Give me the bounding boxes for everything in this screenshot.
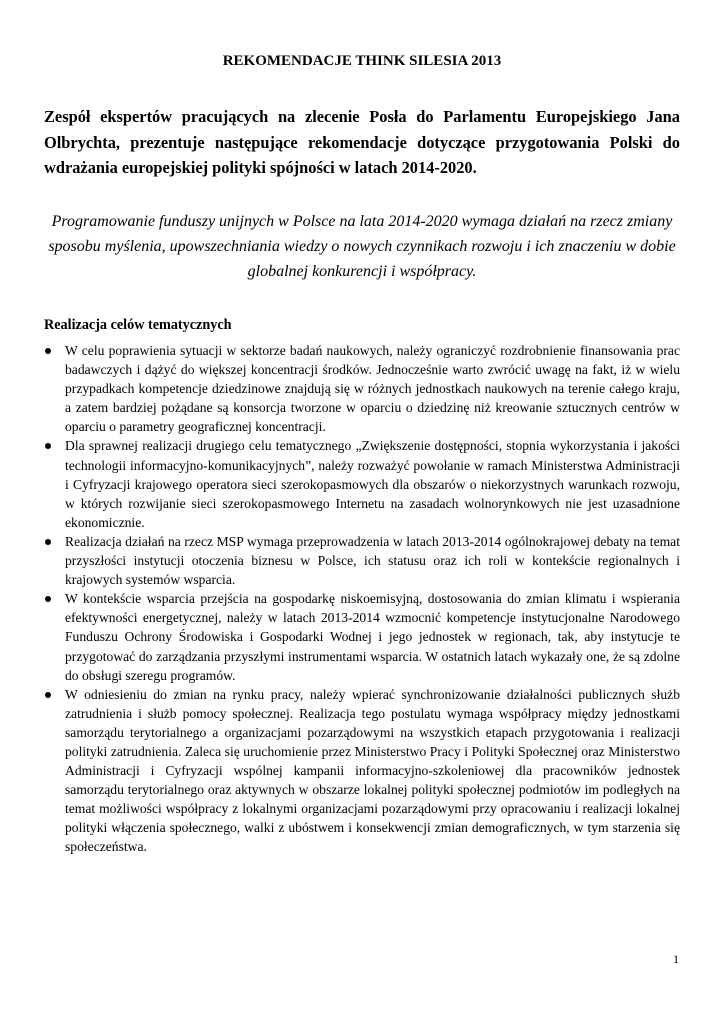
bullet-icon [45,348,51,354]
page-number: 1 [673,952,679,966]
intro-paragraph: Zespół ekspertów pracujących na zlecenie Posła do Parlamentu Europejskiego Jana Olbrychta, prezentuje następujące rekomendacje dotyczące przygotowania Polski do wdrażania europejskiej polityki spójności w latach 2014-2020. [44,107,680,177]
list-item-text: W odniesieniu do zmian na rynku pracy, należy wpierać synchronizowanie działalności publicznych służb zatrudnienia i służb pomocy społecznej. Realizacja tego postulatu wymaga współpracy między jednostkami samorządu terytorialnego a organizacjami pozarządowymi na wszystkich etapach przygotowania i realizacji polityki zatrudnienia. Zaleca się uruchomienie przez Ministerstwo Pracy i Polityki Społecznej oraz Ministerstwo Administracji i Cyfryzacji wspólnej kampanii informacyjno-szkoleniowej dla pracowników jednostek samorządu terytorialnego oraz aktywnych w obszarze lokalnej polityki społecznej podmiotów im podległych na temat możliwości współpracy z lokalnymi organizacjami pozarządowymi przy opracowaniu i realizacji lokalnej polityki włączenia społecznego, walki z ubóstwem i konsekwencji zmian demograficznych, w tym starzenia się społeczeństwa. [65,686,680,855]
section-heading: Realizacja celów tematycznych [44,317,232,333]
bullet-icon [45,692,51,698]
list-item [44,436,680,531]
list-item-text: Realizacja działań na rzecz MSP wymaga przeprowadzenia w latach 2013-2014 ogólnokrajowej debaty na temat przyszłości instytucji otoczenia biznesu w Polsce, ich statusu oraz ich roli w kontekście regionalnych i krajowych systemów wsparcia. [65,533,680,588]
recommendations-list [44,341,680,857]
document-title: REKOMENDACJE THINK SILESIA 2013 [222,53,502,69]
list-item-text: Dla sprawnej realizacji drugiego celu tematycznego „Zwiększenie dostępności, stopnia wykorzystania i jakości technologii informacyjno-komunikacyjnych”, należy rozważyć powołanie w ramach Ministerstwa Administracji i Cyfryzacji krajowego operatora sieci szerokopasmowych dla obszarów o niekorzystnych warunkach rozwoju, w których rozwijanie sieci szerokopasmowego Internetu na zasadach wolnorynkowych nie jest uzasadnione ekonomicznie. [65,438,680,530]
bullet-icon [45,443,51,449]
list-item [44,685,680,857]
list-item-text: W kontekście wsparcia przejścia na gospodarkę niskoemisyjną, dostosowania do zmian klimatu i wspierania efektywności energetycznej, należy w latach 2013-2014 wzmocnić kompetencje instytucjonalne Narodowego Funduszu Ochrony Środowiska i Gospodarki Wodnej i jego jednostek w regionach, tak, aby instytucje te przygotować do zarządzania przyszłymi instrumentami wsparcia. W ostatnich latach wykazały one, że są zdolne do obsługi szeregu programów. [65,591,680,683]
list-item [44,532,680,589]
lead-paragraph: Programowanie funduszy unijnych w Polsce na lata 2014-2020 wymaga działań na rzecz zmiany sposobu myślenia, upowszechniania wiedzy o nowych czynnikach rozwoju i ich znaczeniu w dobie globalnej konkurencji i współpracy. [48,213,676,280]
list-item [44,589,680,684]
bullet-icon [45,596,51,602]
list-item [44,341,680,436]
list-item-text: W celu poprawienia sytuacji w sektorze badań naukowych, należy ograniczyć rozdrobnienie finansowania prac badawczych i dążyć do większej koncentracji środków. Jednocześnie warto zwrócić uwagę na fakt, iż w wielu przypadkach kompetencje dziedzinowe znajdują się w różnych jednostkach naukowych na terenie całego kraju, a zatem bardziej pożądane są konsorcja tworzone w oparciu o dziedzinę niż kreowanie sztucznych centrów w oparciu o parametry geograficznej koncentracji. [65,343,680,435]
bullet-icon [45,539,51,545]
